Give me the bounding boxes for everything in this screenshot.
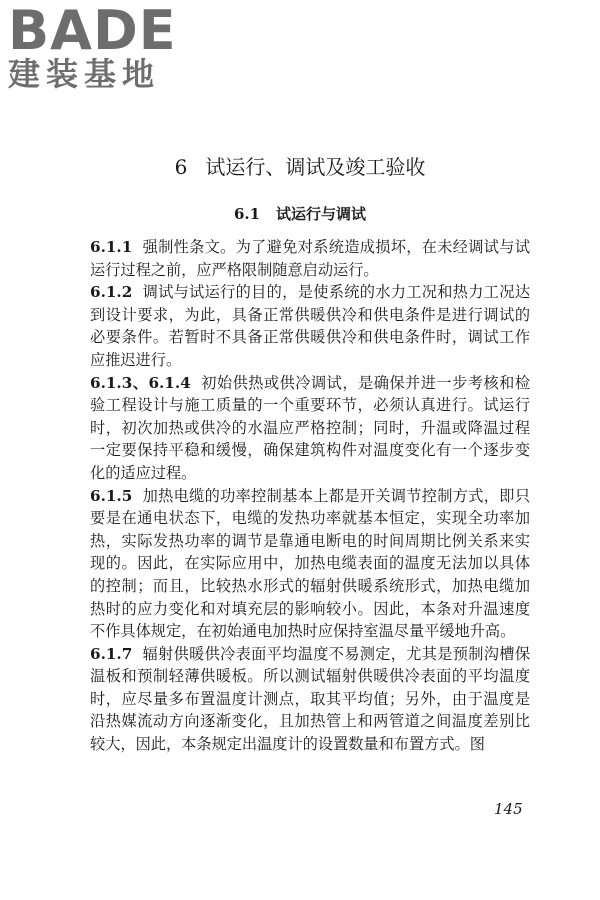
section-heading: [0, 203, 600, 225]
body-text: [90, 236, 530, 756]
chapter-number: 6: [174, 155, 188, 179]
paragraph: [90, 281, 530, 371]
paragraph: [90, 485, 530, 643]
clause-number: 6.1.3、6.1.4: [90, 373, 191, 392]
paragraph-text: 初始供热或供冷调试，是确保并进一步考核和检验工程设计与施工质量的一个重要环节，必须认真进行。试运行时，初次加热或供冷的水温应严格控制；同时，升温或降温过程一定要保持平稳和缓慢，确保建筑构件对温度变化有一个逐步变化的适应过程。: [90, 373, 531, 482]
chapter-title: 试运行、调试及竣工验收: [205, 155, 426, 179]
clause-number: 6.1.1: [90, 238, 133, 256]
clause-number: 6.1.7: [90, 644, 133, 663]
paragraph-text: 辐射供暖供冷表面平均温度不易测定，尤其是预制沟槽保温板和预制轻薄供暖板。所以测试辐射供暖供冷表面的平均温度时，应尽量多布置温度计测点，取其平均值；另外，由于温度是沿热媒流动方向逐渐变化，且加热管上和两管道之间温度差别比较大，因此，本条规定出温度计的设置数量和布置方式。图: [90, 644, 530, 754]
paragraph: [90, 236, 530, 281]
paragraph-text: 强制性条文。为了避免对系统造成损坏，在未经调试与试运行过程之前，应严格限制随意启动运行。: [90, 238, 530, 279]
paragraph-text: 调试与试运行的目的，是使系统的水力工况和热力工况达到设计要求，为此，具备正常供暖供冷和供电条件是进行调试的必要条件。若暂时不具备正常供暖供冷和供电条件时，调试工作应推迟进行。: [90, 283, 530, 369]
clause-number: 6.1.5: [90, 486, 133, 505]
paragraph: [90, 643, 530, 756]
page-number: 145: [494, 800, 523, 818]
clause-number: 6.1.2: [90, 283, 133, 302]
chapter-heading: [0, 152, 600, 182]
watermark-chinese: 建装基地: [8, 55, 161, 93]
paragraph: [90, 372, 530, 485]
bade-watermark-logo: [8, 0, 177, 93]
section-number: 6.1: [233, 205, 261, 223]
section-title: 试运行与调试: [276, 205, 367, 223]
paragraph-text: 加热电缆的功率控制基本上都是开关调节控制方式，即只要是在通电状态下，电缆的发热功率就基本恒定，实现全功率加热，实际发热功率的调节是靠通电断电的时间周期比例关系来实现的。因此，在实际应用中，加热电缆表面的温度无法加以具体的控制；而且，比较热水形式的辐射供暖系统形式，加热电缆加热时的应力变化和对填充层的影响较小。因此，本条对升温速度不作具体规定，在初始通电加热时应保持室温尽量平缓地升高。: [90, 486, 530, 641]
watermark-latin: BADE: [8, 0, 177, 62]
